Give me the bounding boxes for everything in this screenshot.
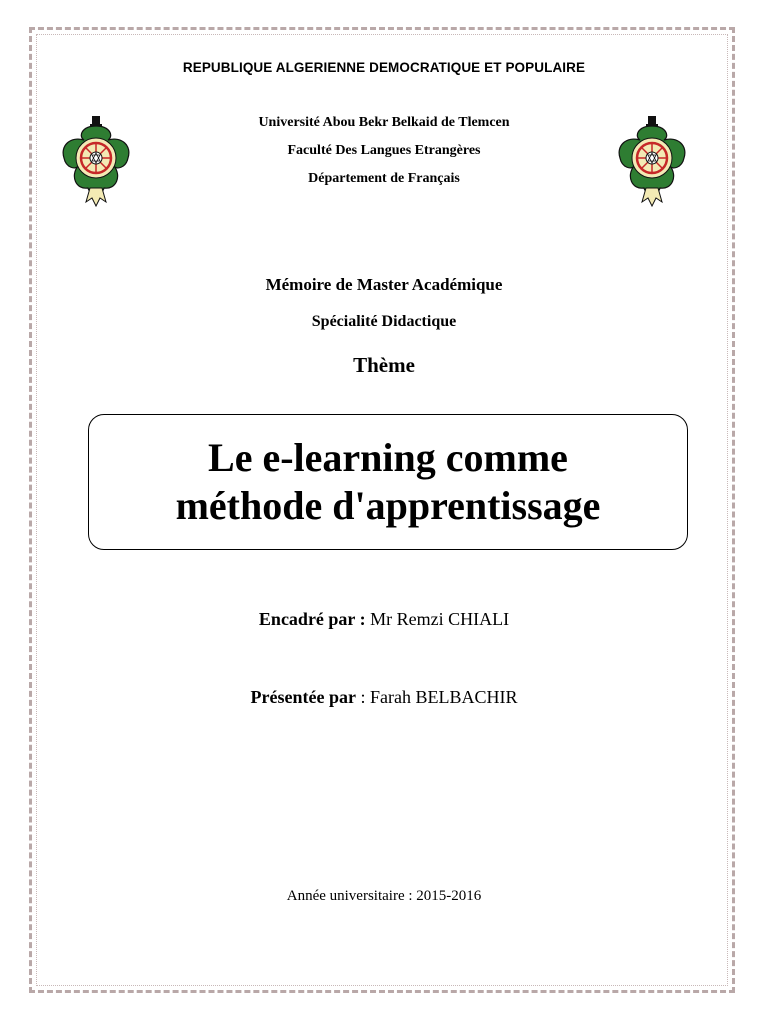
republic-heading: REPUBLIQUE ALGERIENNE DEMOCRATIQUE ET POPULAIRE	[182, 60, 586, 75]
author-label: Présentée par	[250, 687, 356, 707]
university-name: Université Abou Bekr Belkaid de Tlemcen	[258, 115, 510, 130]
author-line	[0, 687, 768, 708]
title-box	[88, 414, 688, 550]
specialty: Spécialité Didactique	[311, 313, 457, 330]
academic-year: Année universitaire : 2015-2016	[286, 888, 482, 904]
author-separator: :	[360, 687, 366, 707]
university-emblem-icon	[56, 110, 136, 210]
supervisor-line	[0, 609, 768, 630]
supervisor-name: Mr Remzi CHIALI	[370, 609, 510, 629]
author-name: Farah BELBACHIR	[369, 687, 518, 707]
theme-label: Thème	[353, 353, 415, 377]
department-name: Département de Français	[308, 171, 460, 186]
university-emblem-icon	[612, 110, 692, 210]
faculty-name: Faculté Des Langues Etrangères	[287, 143, 481, 158]
title-line-2: méthode d'apprentissage	[175, 483, 601, 528]
title-line-1: Le e-learning comme	[208, 435, 568, 480]
memoire-type: Mémoire de Master Académique	[265, 275, 503, 294]
supervisor-label: Encadré par :	[258, 609, 366, 629]
